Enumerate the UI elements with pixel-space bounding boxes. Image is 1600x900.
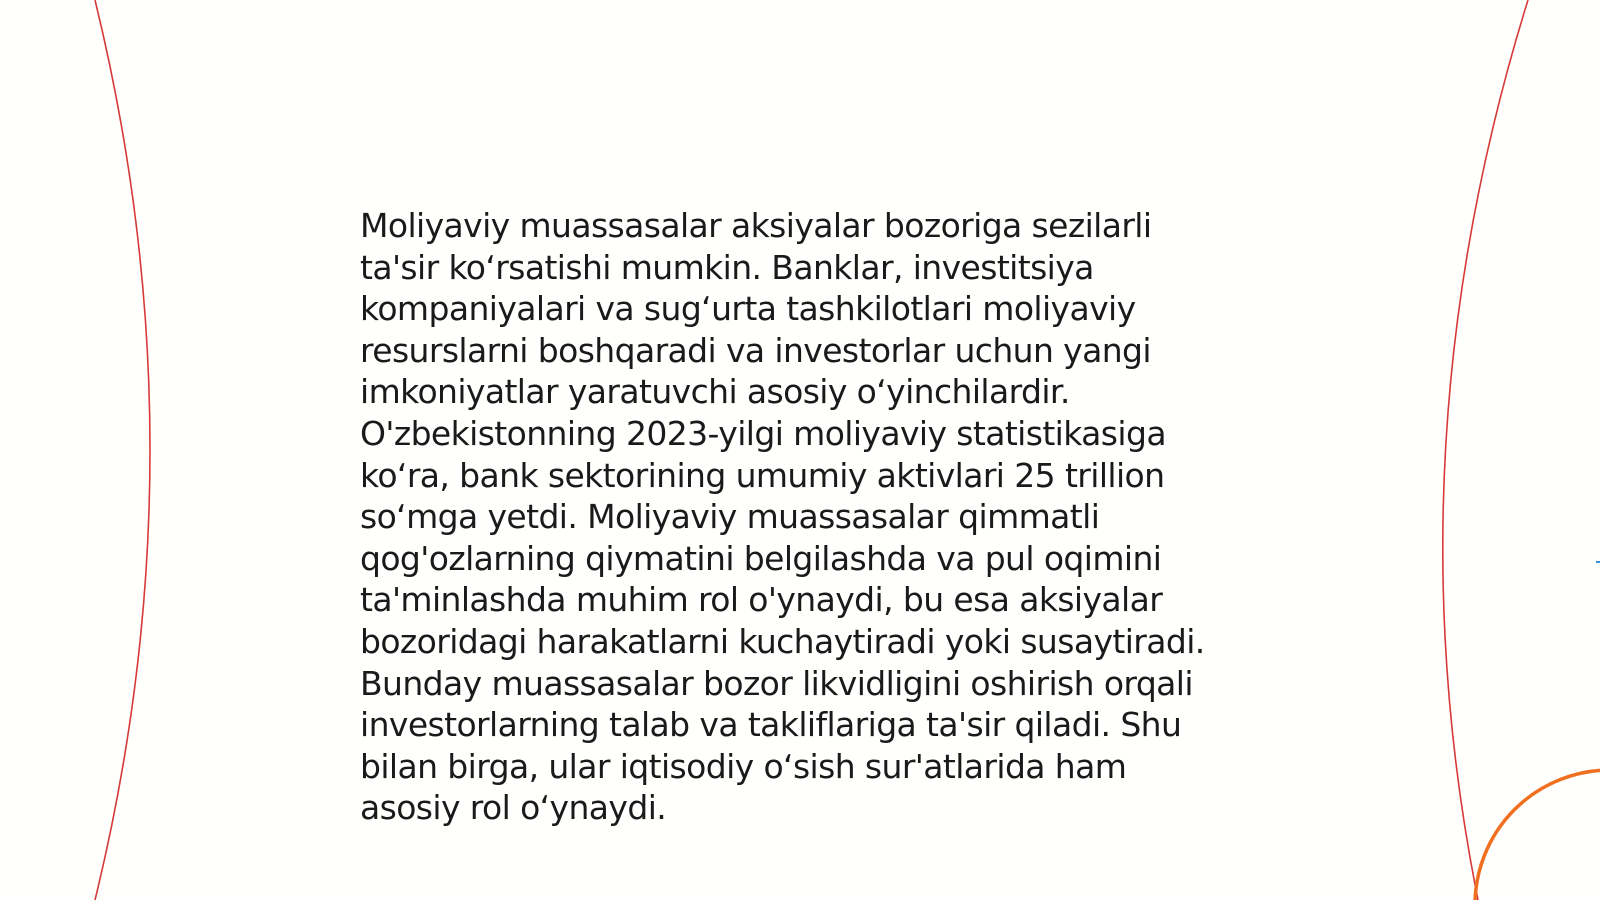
paragraph-line-8: soʻmga yetdi. Moliyaviy muassasalar qimmatli xyxy=(360,497,1100,537)
accent-circle xyxy=(1475,770,1600,900)
paragraph-line-13: investorlarning talab va takliflariga ta'sir qiladi. Shu xyxy=(360,705,1182,745)
paragraph-line-9: qog'ozlarning qiymatini belgilashda va pul oqimini xyxy=(360,538,1162,578)
body-paragraph xyxy=(360,205,1240,829)
paragraph-line-1: Moliyaviy muassasalar aksiyalar bozoriga sezilarli xyxy=(360,206,1152,245)
paragraph-line-7: koʻra, bank sektorining umumiy aktivlari 25 trillion xyxy=(360,455,1165,495)
paragraph-line-3: kompaniyalari va sugʻurta tashkilotlari moliyaviy xyxy=(360,289,1136,329)
paragraph-line-10: ta'minlashda muhim rol o'ynaydi, bu esa aksiyalar xyxy=(360,580,1163,620)
paragraph-line-2: ta'sir koʻrsatishi mumkin. Banklar, investitsiya xyxy=(360,247,1094,287)
left-arc-line xyxy=(95,0,150,900)
paragraph-line-14: bilan birga, ular iqtisodiy oʻsish sur'atlarida ham xyxy=(360,746,1127,786)
paragraph-line-4: resurslarni boshqaradi va investorlar uchun yangi xyxy=(360,330,1151,370)
right-arc-line xyxy=(1443,0,1528,900)
paragraph-line-11: bozoridagi harakatlarni kuchaytiradi yoki susaytiradi. xyxy=(360,621,1205,661)
paragraph-line-5: imkoniyatlar yaratuvchi asosiy oʻyinchilardir. xyxy=(360,372,1070,412)
paragraph-line-15: asosiy rol oʻynaydi. xyxy=(360,788,667,828)
paragraph-line-6: O'zbekistonning 2023-yilgi moliyaviy statistikasiga xyxy=(360,413,1166,453)
paragraph-line-12: Bunday muassasalar bozor likvidligini oshirish orqali xyxy=(360,663,1193,703)
